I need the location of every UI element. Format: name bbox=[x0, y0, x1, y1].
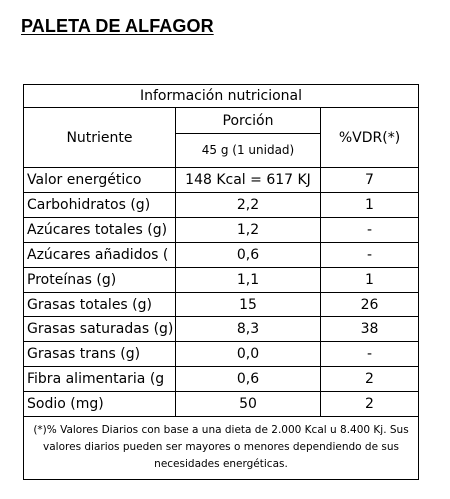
nutrient-value: 15 bbox=[176, 292, 321, 317]
page-title: PALETA DE ALFAGOR bbox=[21, 16, 214, 36]
table-title: Información nutricional bbox=[24, 85, 419, 108]
table-row bbox=[24, 217, 419, 242]
table-row bbox=[24, 317, 419, 342]
nutrient-vdr: - bbox=[321, 342, 419, 367]
nutrient-value: 0,6 bbox=[176, 242, 321, 267]
nutrient-vdr: 1 bbox=[321, 267, 419, 292]
header-portion-size: 45 g (1 unidad) bbox=[176, 133, 321, 168]
table-header-row bbox=[24, 108, 419, 133]
nutrient-value: 2,2 bbox=[176, 193, 321, 218]
nutrient-name: Grasas saturadas (g) bbox=[24, 317, 176, 342]
nutrient-vdr: 38 bbox=[321, 317, 419, 342]
table-row bbox=[24, 292, 419, 317]
table-title-row bbox=[24, 85, 419, 108]
nutrient-name: Sodio (mg) bbox=[24, 392, 176, 417]
nutrient-value: 148 Kcal = 617 KJ bbox=[176, 168, 321, 193]
header-portion: Porción bbox=[176, 108, 321, 133]
table-row bbox=[24, 168, 419, 193]
table-row bbox=[24, 367, 419, 392]
nutrient-vdr: 2 bbox=[321, 367, 419, 392]
nutrient-vdr: 7 bbox=[321, 168, 419, 193]
nutrient-vdr: - bbox=[321, 217, 419, 242]
table-row bbox=[24, 193, 419, 218]
footnote: (*)% Valores Diarios con base a una dieta de 2.000 Kcal u 8.400 Kj. Sus valores diarios pueden ser mayores o menores dependiendo de sus necesidades energéticas. bbox=[24, 416, 419, 479]
footnote-row bbox=[24, 416, 419, 479]
nutrient-value: 50 bbox=[176, 392, 321, 417]
nutrient-vdr: 2 bbox=[321, 392, 419, 417]
nutrient-name: Proteínas (g) bbox=[24, 267, 176, 292]
table-row bbox=[24, 342, 419, 367]
nutrient-value: 0,0 bbox=[176, 342, 321, 367]
nutrient-value: 0,6 bbox=[176, 367, 321, 392]
table-row bbox=[24, 242, 419, 267]
nutrient-value: 1,2 bbox=[176, 217, 321, 242]
table-row bbox=[24, 267, 419, 292]
header-nutrient: Nutriente bbox=[24, 108, 176, 168]
table-row bbox=[24, 392, 419, 417]
nutrient-vdr: - bbox=[321, 242, 419, 267]
nutrient-name: Carbohidratos (g) bbox=[24, 193, 176, 218]
nutrient-name: Azúcares totales (g) bbox=[24, 217, 176, 242]
nutrient-value: 8,3 bbox=[176, 317, 321, 342]
nutrient-vdr: 1 bbox=[321, 193, 419, 218]
nutrient-name: Valor energético bbox=[24, 168, 176, 193]
nutrient-name: Grasas totales (g) bbox=[24, 292, 176, 317]
nutrient-name: Grasas trans (g) bbox=[24, 342, 176, 367]
nutrient-value: 1,1 bbox=[176, 267, 321, 292]
nutrient-vdr: 26 bbox=[321, 292, 419, 317]
nutrient-name: Fibra alimentaria (g bbox=[24, 367, 176, 392]
nutrient-name: Azúcares añadidos ( bbox=[24, 242, 176, 267]
header-vdr: %VDR(*) bbox=[321, 108, 419, 168]
nutrition-table bbox=[23, 84, 419, 480]
